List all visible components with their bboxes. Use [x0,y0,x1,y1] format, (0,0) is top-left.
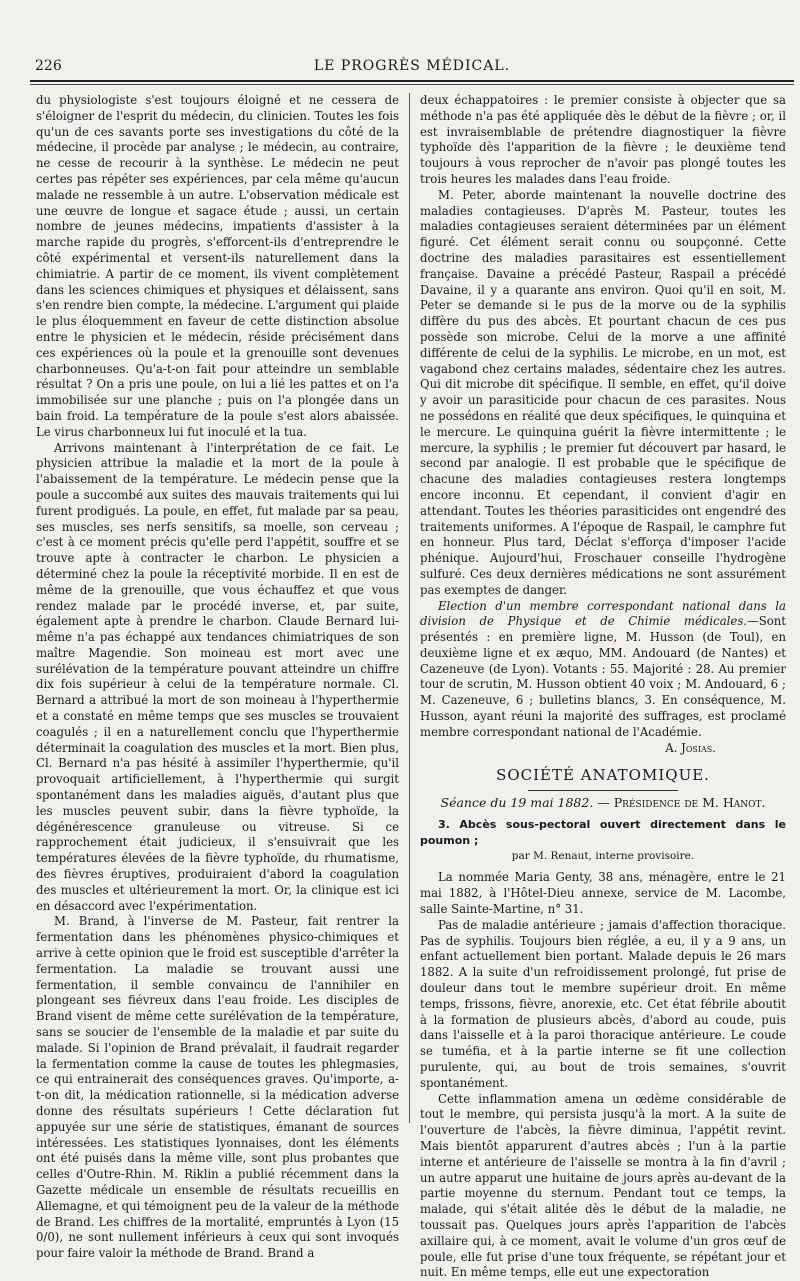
election-text: —Sont présentés : en première ligne, M. Husson (de Toul), en deuxième ligne et ex æquo, MM. Andouard (de Nantes) et Cazeneuve (de Lyon). Votants : 55. Majorité : 28. Au premier tour de scrutin, M. Husson obtient 40 voix ; M. Andouard, 6 ; M. Cazeneuve, 6 ; bulletins blancs, 3. En conséquence, M. Husson, ayant réuni la majorité des suffrages, est proclamé membre correspondant national de l'Académie. [420,614,786,739]
session-date: Séance du 19 mai 1882. [440,795,594,811]
section-rule [528,790,678,791]
paragraph: deux échappatoires : le premier consiste à objecter que sa méthode n'a pas été appliquée dès le début de la fièvre ; or, il est invraisemblable de prétendre diagnostiquer la fièvre typhoïde dès l'apparition de la fièvre ; le deuxième tend toujours à vous reprocher de n'avoir pas plongé toutes les trois heures les malades dans l'eau froide. [420,93,786,186]
running-title: LE PROGRÈS MÉDICAL. [313,58,511,74]
article-title: 3. Abcès sous-pectoral ouvert directement dans le poumon ; [420,818,786,847]
paragraph: Cette inflammation amena un œdème considérable de tout le membre, qui persista jusqu'à la mort. A la suite de l'ouverture de l'abcès, la fièvre diminua, l'appétit revint. Mais bientôt apparurent d'autres abcès ; l'un à la partie interne et antérieure de l'aisselle se montra à la fin d'avril ; un autre apparut une huitaine de jours après au-devant de la partie moyenne du sternum. Pendant tout ce temps, la malade, qui s'était alitée dès le début de la maladie, ne toussait pas. Quelques jours après l'apparition de l'abcès axillaire qui, à ce moment, avait le volume d'un gros œuf de poule, elle fut prise d'une toux fréquente, se répétant jour et nuit. En même temps, elle eut une expectoration [420,1091,786,1280]
article-author: par M. Renaut, interne provisoire. [511,849,695,862]
left-column [36,93,399,1261]
section-title: SOCIÉTÉ ANATOMIQUE. [496,766,710,785]
paragraph: M. Brand, à l'inverse de M. Pasteur, fait rentrer la fermentation dans les phénomènes physico-chimiques et arrive à cette opinion que le froid est susceptible d'arrêter la fermentation. La maladie se trouvant aussi une fermentation, il semble convaincu de l'annihiler en plongeant ses fiévreux dans l'eau froide. Les disciples de Brand visent de même cette surélévation de la température, sans se soucier de l'ensemble de la maladie et par suite du malade. Si l'opinion de Brand prévalait, il faudrait regarder la fermentation comme la cause de toutes les phlegmasies, ce qui entrainerait des conséquences graves. Qu'importe, a-t-on dit, la médication rationnelle, si la médication adverse donne des résultats supérieurs ! Cette déclaration fut appuyée sur une série de statistiques, émanant de sources intéressées. Les statistiques lyonnaises, dont les éléments ont été puisés dans la même ville, sont plus probantes que celles d'Outre-Rhin. M. Riklin a publié récemment dans la Gazette médicale un ensemble de résultats recueillis en Allemagne, et qui témoignent peu de la valeur de la méthode de Brand. Les chiffres de la mortalité, empruntés à Lyon (15 0/0), ne sont nullement inférieurs à ceux qui sont invoqués pour faire valoir la méthode de Brand. Brand a [36,914,399,1261]
header-rule [30,80,794,82]
column-divider [409,93,410,1123]
page-header [30,58,794,78]
session-presidency: — Présidence de M. Hanot. [597,795,766,811]
right-column [420,93,786,1280]
page-number: 226 [35,58,62,74]
election-heading: Election d'un membre correspondant national dans la division de Physique et de Chimie médicales. [420,598,786,629]
paragraph: Arrivons maintenant à l'interprétation de ce fait. Le physicien attribue la maladie et la mort de la poule à l'abaissement de la température. Le médecin pense que la poule a succombé aux suites des mauvais traitements qui lui furent prodigués. La poule, en effet, fut malade par sa peau, ses muscles, ses nerfs sensitifs, sa moelle, son cerveau ; c'est à ce moment précis qu'elle perd l'appétit, souffre et se trouve apte à contracter le charbon. Le physicien a déterminé chez la poule la réceptivité morbide. Il en est de même de la grenouille, que vous échauffez et que vous rendez malade par le procédé inverse, et, par suite, également apte à prendre le charbon. Claude Bernard lui-même n'a pas échappé aux tendances chimiatriques de son maître Magendie. Son moineau est mort avec une surélévation de la température pouvant atteindre un chiffre dix fois supérieur à celui de la température normale. Cl. Bernard a attribué la mort de son moineau à l'hyperthermie et a constaté en même temps que ses muscles se trouvaient coagulés ; il en a naturellement conclu que l'hyperthermie déterminait la coagulation des muscles et la mort. Bien plus, Cl. Bernard n'a pas hésité à assimiler l'hyperthermie, qu'il provoquait artificiellement, à l'hyperthermie qui surgit spontanément dans les maladies aiguës, d'autant plus que les muscles peuvent subir, dans la fièvre typhoïde, la dégénérescence granuleuse ou vitreuse. Si ce rapprochement était judicieux, il s'ensuivrait que les températures élevées de la fièvre typhoïde, du rhumatisme, des fièvres éruptives, produiraient d'abord la coagulation des muscles et ultérieurement la mort. Or, la clinique est ici en désaccord avec l'expérimentation. [36,440,399,913]
session-line [420,795,786,811]
paragraph: M. Peter, aborde maintenant la nouvelle doctrine des maladies contagieuses. D'après M. Pasteur, toutes les maladies contagieuses seraient déterminées par un élément figuré. Cet élément serait connu ou soupçonné. Cette doctrine des maladies parasitaires est essentiellement française. Davaine a précédé Pasteur, Raspail a précédé Davaine, il y a quarante ans environ. Quoi qu'il en soit, M. Peter se demande si le pus de la morve ou de la syphilis diffère du pus des abcès. Et pourtant chacun de ces pus possède son microbe. Celui de la morve a une affinité différente de celui de la syphilis. Le microbe, en un mot, est vagabond chez certains malades, sédentaire chez les autres. Qui dit microbe dit spécifique. Il semble, en effet, qu'il doive y avoir un parasiticide pour chacun de ces parasites. Nous ne possédons en réalité que deux spécifiques, le quinquina et le mercure. Le quinquina guérit la fièvre intermittente ; le mercure, la syphilis ; le premier fut découvert par hasard, le second par analogie. Il est probable que le spécifique de chacune des maladies contagieuses restera longtemps encore inconnu. Et cependant, il convient d'agir en attendant. Toutes les théories parasiticides ont engendré des traitements uniformes. A l'époque de Raspail, le camphre fut en honneur. Plus tard, Déclat s'efforça d'imposer l'acide phénique. Aujourd'hui, Froschauer conseille l'hydrogène sulfuré. Ces deux dernières médications ne sont assurément pas exemptes de danger. [420,187,786,597]
paragraph: du physiologiste s'est toujours éloigné et ne cessera de s'éloigner de l'esprit du médecin, du clinicien. Toutes les fois qu'un de ces savants porte ses investigations du côté de la médecine, il procède par analyse ; le médecin, au contraire, ne cesse de recourir à la synthèse. Le médecin ne peut certes pas répéter ses expériences, par cela même qu'aucun malade ne ressemble à un autre. L'observation médicale est une œuvre de longue et sagace étude ; aussi, un certain nombre de jeunes médecins, impatients d'assister à la marche rapide du progrès, s'efforcent-ils d'entreprendre le côté expérimental et versent-ils naturellement dans la chimiatrie. A partir de ce moment, ils vivent complètement dans les sciences chimiques et physiques et délaissent, sans s'en rendre bien compte, la médecine. L'argument qui plaide le plus éloquemment en faveur de cette distinction absolue entre le physicien et le médecin, réside précisément dans ces expériences où la poule et la grenouille sont devenues charbonneuses. Qu'a-t-on fait pour atteindre un semblable résultat ? On a pris une poule, on lui a lié les pattes et on l'a immobilisée sur une planche ; puis on l'a plongée dans un bain froid. La température de la poule s'est alors abaissée. Le virus charbonneux lui fut inoculé et la tua. [36,93,399,439]
paragraph: Pas de maladie antérieure ; jamais d'affection thoracique. Pas de syphilis. Toujours bien réglée, a eu, il y a 9 ans, un enfant actuellement bien portant. Malade depuis le 26 mars 1882. A la suite d'un refroidissement prolongé, fut prise de douleur dans tout le membre supérieur droit. En même temps, frissons, fièvre, anorexie, etc. Cet état fébrile aboutit à la formation de plusieurs abcès, d'abord au coude, puis dans l'aisselle et à la paroi thoracique antérieure. Le coude se tuméfia, et à la partie interne se fit une collection purulente, qui, au bout de trois semaines, s'ouvrit spontanément. [420,917,786,1090]
signature: A. Josias. [665,740,716,755]
header-rule-thin [30,84,794,85]
election-paragraph [420,599,786,741]
paragraph: La nommée Maria Genty, 38 ans, ménagère, entre le 21 mai 1882, à l'Hôtel-Dieu annexe, service de M. Lacombe, salle Sainte-Martine, n° 31. [420,870,786,917]
